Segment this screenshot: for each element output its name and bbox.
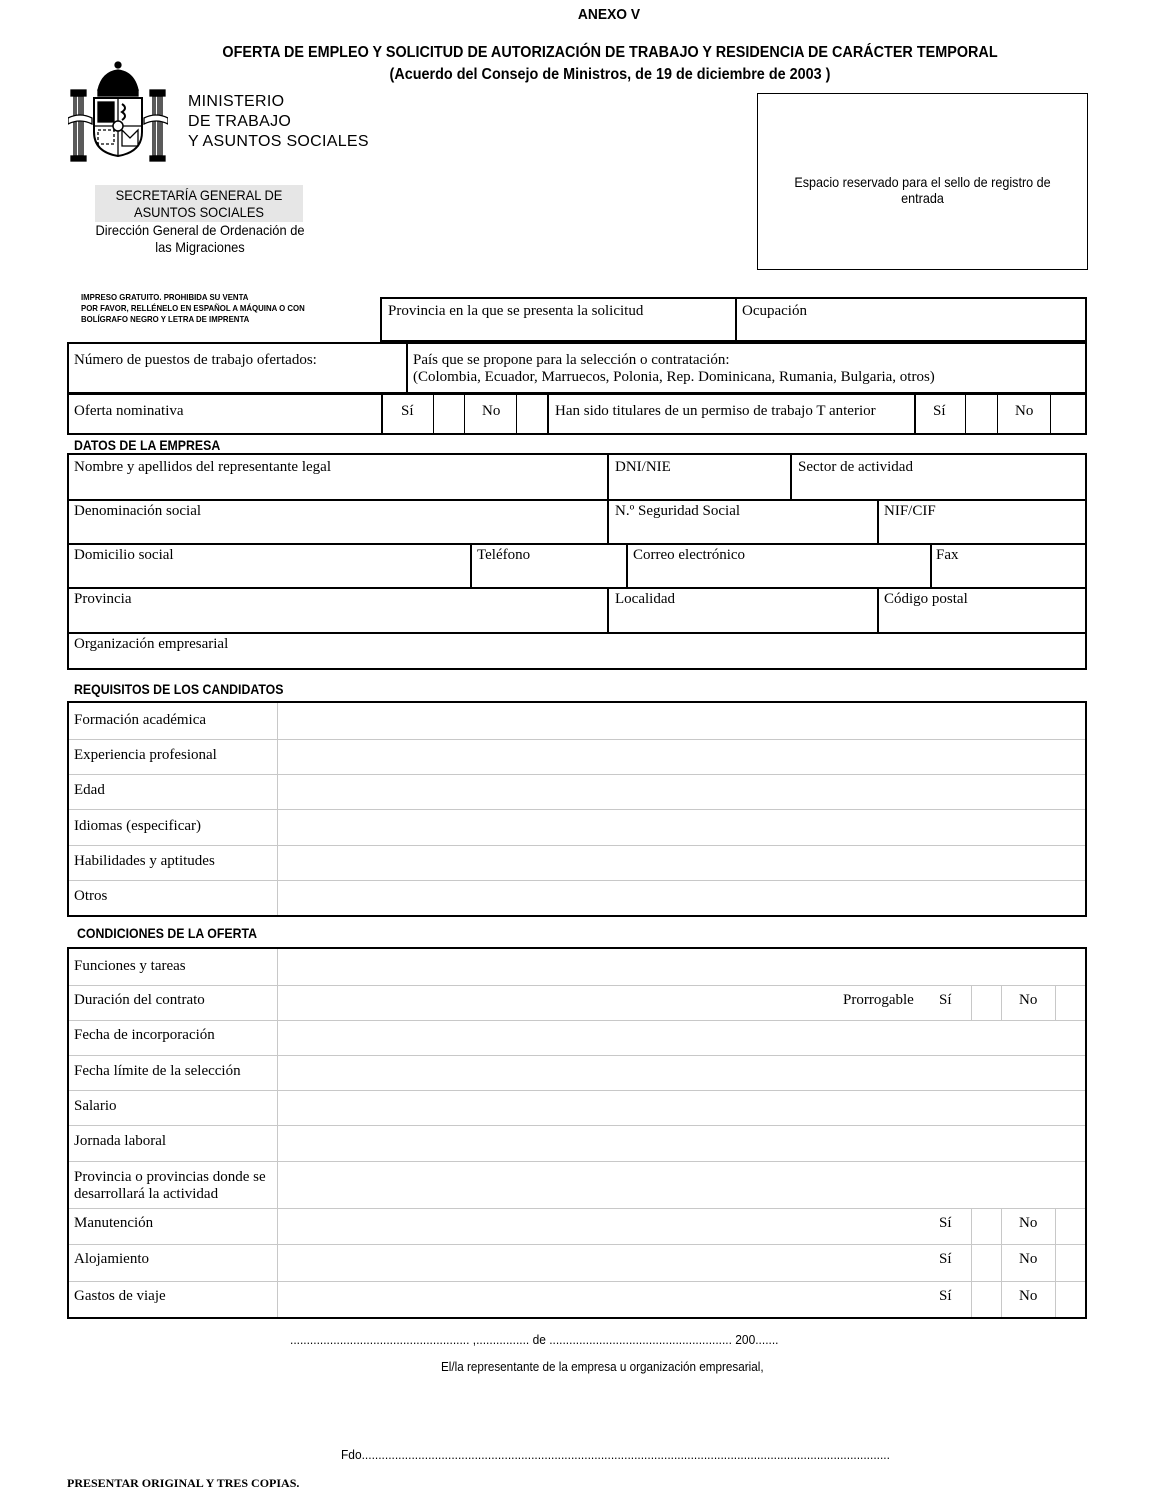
divider — [965, 395, 966, 433]
manutencion-label: Manutención — [74, 1215, 154, 1231]
row-divider — [69, 587, 1085, 589]
divider — [516, 395, 517, 433]
row-divider — [69, 1161, 1085, 1162]
divider — [470, 543, 472, 587]
row-divider — [69, 1090, 1085, 1091]
divider — [607, 587, 609, 633]
row-divider — [69, 985, 1085, 986]
divider — [433, 395, 434, 433]
alojamiento-no-label: No — [1019, 1251, 1038, 1267]
copies-note: PRESENTAR ORIGINAL Y TRES COPIAS. — [67, 1476, 300, 1490]
alojamiento-label: Alojamiento — [74, 1251, 149, 1267]
pais-label-1: País que se propone para la selección o contratación: — [413, 352, 730, 368]
provincias-label-2: desarrollará la actividad — [74, 1186, 219, 1202]
provincias-label-1: Provincia o provincias donde se — [74, 1169, 266, 1185]
divider — [381, 395, 383, 433]
jornada-label: Jornada laboral — [74, 1133, 167, 1149]
divider — [607, 499, 609, 543]
row-divider — [69, 880, 1085, 881]
divider — [1001, 985, 1002, 1020]
prorrogable-si-label: Sí — [939, 992, 952, 1008]
divider — [914, 395, 916, 433]
divider — [1050, 395, 1051, 433]
ministry-name — [188, 92, 369, 152]
date-line: ...................................................... ,................ de ....................................................... 200....... — [290, 1332, 779, 1347]
titulares-label: Han sido titulares de un permiso de trabajo T anterior — [555, 403, 876, 419]
num-puestos-label: Número de puestos de trabajo ofertados: — [74, 352, 317, 368]
direccion-label — [94, 222, 306, 256]
empresa-table — [67, 453, 1087, 670]
print-notice — [81, 292, 305, 325]
row-divider — [69, 739, 1085, 740]
form-title: OFERTA DE EMPLEO Y SOLICITUD DE AUTORIZACIÓN DE TRABAJO Y RESIDENCIA DE CARÁCTER TEMPORAL — [222, 44, 998, 61]
provincia-ocupacion-row — [380, 297, 1087, 342]
row-divider — [69, 774, 1085, 775]
limite-label: Fecha límite de la selección — [74, 1063, 241, 1079]
puestos-pais-row — [67, 342, 1087, 394]
row-divider — [69, 499, 1085, 501]
manutencion-si-label: Sí — [939, 1215, 952, 1231]
row-divider — [69, 809, 1085, 810]
provincia-label: Provincia — [74, 591, 132, 607]
divider — [877, 587, 879, 633]
row-divider — [69, 845, 1085, 846]
row-divider — [69, 1208, 1085, 1209]
condiciones-section-title: CONDICIONES DE LA OFERTA — [77, 925, 258, 941]
sector-label: Sector de actividad — [798, 459, 913, 475]
notice-line-2: POR FAVOR, RELLÉNELO EN ESPAÑOL A MÁQUINA O CON — [81, 303, 305, 313]
divider — [971, 1208, 972, 1317]
gastos-si-label: Sí — [939, 1288, 952, 1304]
requisito-otros: Otros — [74, 888, 108, 904]
secretaria-line-1: SECRETARÍA GENERAL DE — [115, 187, 283, 203]
empresa-section-title: DATOS DE LA EMPRESA — [74, 437, 221, 453]
divider — [607, 455, 609, 500]
ministry-line-2: DE TRABAJO — [188, 113, 292, 130]
seguridad-social-label: N.º Seguridad Social — [615, 503, 741, 519]
notice-line-1: IMPRESO GRATUITO. PROHIBIDA SU VENTA — [81, 292, 249, 302]
stamp-box — [757, 93, 1088, 270]
secretaria-label — [103, 187, 294, 221]
organizacion-label: Organización empresarial — [74, 636, 229, 652]
representante-label: Nombre y apellidos del representante legal — [74, 459, 331, 475]
divider — [930, 543, 932, 587]
oferta-nominativa-row — [67, 393, 1087, 435]
divider — [277, 949, 278, 1317]
coat-of-arms-icon — [68, 60, 168, 166]
row-divider — [69, 1125, 1085, 1126]
divider — [971, 985, 972, 1020]
divider — [1001, 1208, 1002, 1317]
codigo-postal-label: Código postal — [884, 591, 968, 607]
duracion-label: Duración del contrato — [74, 992, 205, 1008]
oferta-si-label: Sí — [401, 403, 414, 419]
row-divider — [69, 1055, 1085, 1056]
salario-label: Salario — [74, 1098, 117, 1114]
direccion-line-2: las Migraciones — [155, 239, 245, 255]
manutencion-no-label: No — [1019, 1215, 1038, 1231]
dni-label: DNI/NIE — [615, 459, 671, 475]
row-divider — [69, 543, 1085, 545]
fax-label: Fax — [936, 547, 959, 563]
divider — [406, 344, 408, 392]
nif-label: NIF/CIF — [884, 503, 936, 519]
requisitos-table — [67, 701, 1087, 917]
divider — [464, 395, 465, 433]
domicilio-label: Domicilio social — [74, 547, 174, 563]
gastos-no-label: No — [1019, 1288, 1038, 1304]
row-divider — [69, 1244, 1085, 1245]
divider — [1055, 985, 1056, 1020]
provincia-solicitud-label: Provincia en la que se presenta la solicitud — [388, 303, 644, 319]
prorrogable-no-label: No — [1019, 992, 1038, 1008]
funciones-label: Funciones y tareas — [74, 958, 186, 974]
titulares-si-label: Sí — [933, 403, 946, 419]
row-divider — [69, 1020, 1085, 1021]
ocupacion-label: Ocupación — [742, 303, 807, 319]
divider — [735, 299, 737, 340]
telefono-label: Teléfono — [477, 547, 531, 563]
form-subtitle: (Acuerdo del Consejo de Ministros, de 19 de diciembre de 2003 ) — [389, 66, 831, 83]
secretaria-line-2: ASUNTOS SOCIALES — [133, 204, 265, 220]
requisito-experiencia: Experiencia profesional — [74, 747, 217, 763]
requisitos-section-title: REQUISITOS DE LOS CANDIDATOS — [74, 681, 284, 697]
titulares-no-label: No — [1015, 403, 1034, 419]
direccion-line-1: Dirección General de Ordenación de — [95, 222, 305, 238]
ministry-line-1: MINISTERIO — [188, 93, 285, 110]
divider — [626, 543, 628, 587]
divider — [547, 395, 549, 433]
pais-label-2: (Colombia, Ecuador, Marruecos, Polonia, Rep. Dominicana, Rumania, Bulgaria, otros) — [413, 369, 935, 385]
denominacion-label: Denominación social — [74, 503, 202, 519]
stamp-text: Espacio reservado para el sello de registro de entrada — [794, 174, 1051, 206]
requisito-formacion: Formación académica — [74, 712, 207, 728]
localidad-label: Localidad — [615, 591, 675, 607]
condiciones-table — [67, 947, 1087, 1319]
row-divider — [69, 632, 1085, 634]
correo-label: Correo electrónico — [633, 547, 746, 563]
divider — [877, 499, 879, 543]
representative-line: El/la representante de la empresa u organización empresarial, — [441, 1359, 764, 1374]
divider — [1055, 1208, 1056, 1317]
divider — [997, 395, 998, 433]
oferta-no-label: No — [482, 403, 501, 419]
requisito-habilidades: Habilidades y aptitudes — [74, 853, 215, 869]
annex-title: ANEXO V — [577, 6, 641, 23]
incorporacion-label: Fecha de incorporación — [74, 1027, 215, 1043]
row-divider — [69, 1281, 1085, 1282]
oferta-nominativa-label: Oferta nominativa — [74, 403, 184, 419]
requisito-edad: Edad — [74, 782, 105, 798]
requisito-idiomas: Idiomas (especificar) — [74, 818, 202, 834]
prorrogable-label: Prorrogable — [843, 992, 914, 1008]
signature-line: Fdo............................................................................................................................................................... — [341, 1447, 890, 1462]
alojamiento-si-label: Sí — [939, 1251, 952, 1267]
ministry-line-3: Y ASUNTOS SOCIALES — [188, 133, 369, 150]
gastos-label: Gastos de viaje — [74, 1288, 166, 1304]
divider — [790, 455, 792, 500]
notice-line-3: BOLÍGRAFO NEGRO Y LETRA DE IMPRENTA — [81, 314, 250, 324]
